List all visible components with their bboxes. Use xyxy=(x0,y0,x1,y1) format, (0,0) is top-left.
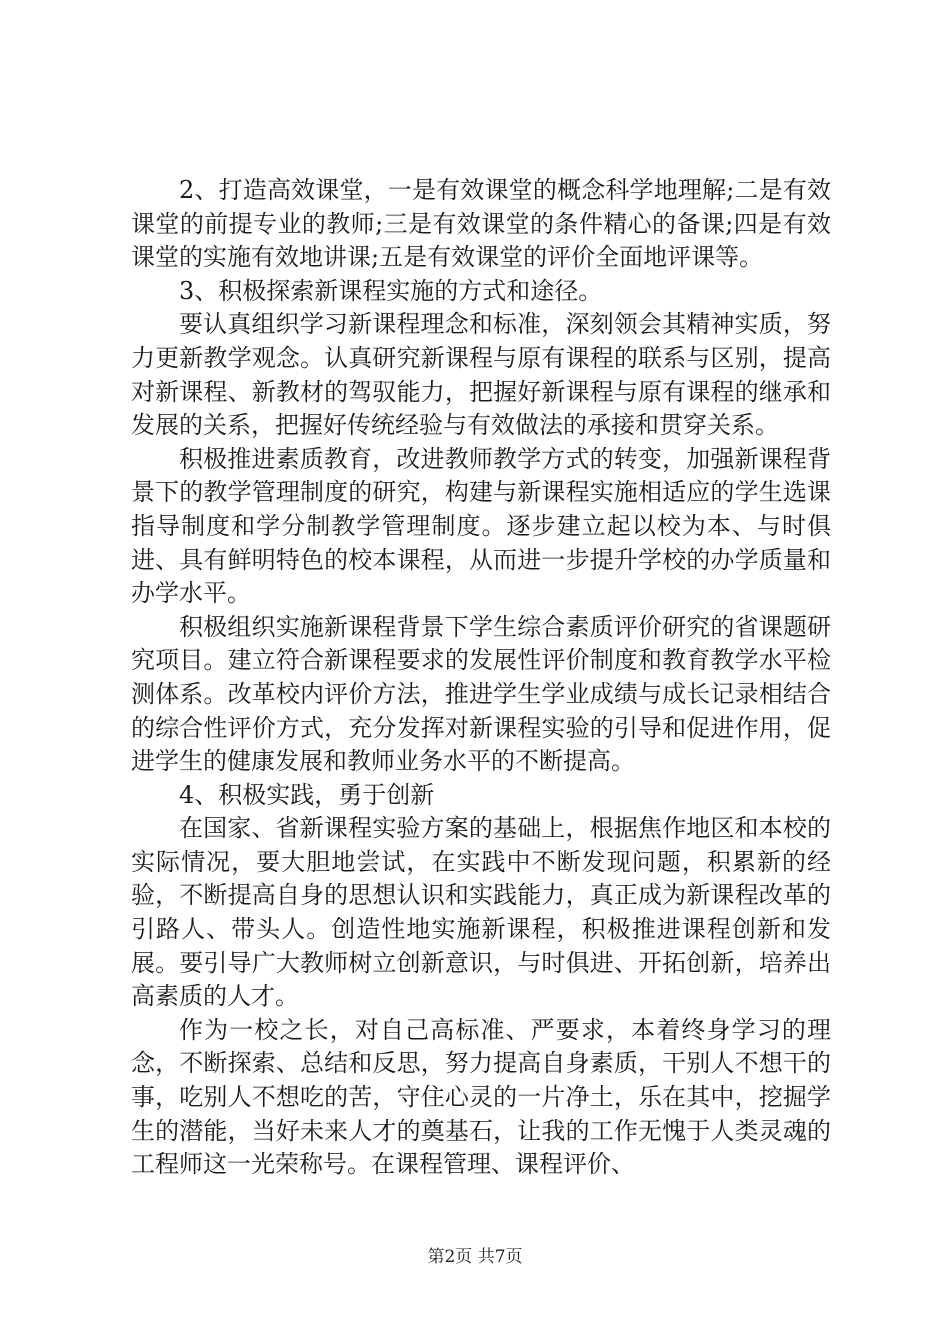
paragraph-heading-3: 3、积极探索新课程实施的方式和途径。 xyxy=(179,276,603,305)
paragraph-efficient-classroom: 2、打造高效课堂，一是有效课堂的概念科学地理解;二是有效课堂的前提专业的教师;三是有效课堂的条件精心的备课;四是有效课堂的实施有效地讲课;五是有效课堂的评价全面地评课等。 xyxy=(131,176,831,272)
document-body xyxy=(131,174,831,1182)
paragraph-quality-education: 积极推进素质教育，改进教师教学方式的转变，加强新课程背景下的教学管理制度的研究，构建与新课程实施相适应的学生选课指导制度和学分制教学管理制度。逐步建立起以校为本、与时俱进、具有鲜明特色的校本课程，从而进一步提升学校的办学质量和办学水平。 xyxy=(131,444,831,608)
page-footer: 第2页 共7页 xyxy=(427,1247,523,1267)
paragraph-innovation: 在国家、省新课程实验方案的基础上，根据焦作地区和本校的实际情况，要大胆地尝试，在实践中不断发现问题，积累新的经验，不断提高自身的思想认识和实践能力，真正成为新课程改革的引路人、带头人。创造性地实施新课程，积极推进课程创新和发展。要引导广大教师树立创新意识，与时俱进、开拓创新，培养出高素质的人才。 xyxy=(131,814,831,1011)
paragraph-study-new-curriculum: 要认真组织学习新课程理念和标准，深刻领会其精神实质，努力更新教学观念。认真研究新课程与原有课程的联系与区别，提高对新课程、新教材的驾驭能力，把握好新课程与原有课程的继承和发展的关系，把握好传统经验与有效做法的承接和贯穿关系。 xyxy=(131,310,831,440)
paragraph-principal: 作为一校之长，对自己高标准、严要求，本着终身学习的理念，不断探索、总结和反思，努力提高自身素质，干别人不想干的事，吃别人不想吃的苦，守住心灵的一片净土，乐在其中，挖掘学生的潜能，当好未来人才的奠基石，让我的工作无愧于人类灵魂的工程师这一光荣称号。在课程管理、课程评价、 xyxy=(131,1015,831,1179)
paragraph-heading-4: 4、积极实践，勇于创新 xyxy=(179,780,435,809)
paragraph-evaluation-research: 积极组织实施新课程背景下学生综合素质评价研究的省课题研究项目。建立符合新课程要求的发展性评价制度和教育教学水平检测体系。改革校内评价方法，推进学生学业成绩与成长记录相结合的综合性评价方式，充分发挥对新课程实验的引导和促进作用，促进学生的健康发展和教师业务水平的不断提高。 xyxy=(131,612,831,776)
